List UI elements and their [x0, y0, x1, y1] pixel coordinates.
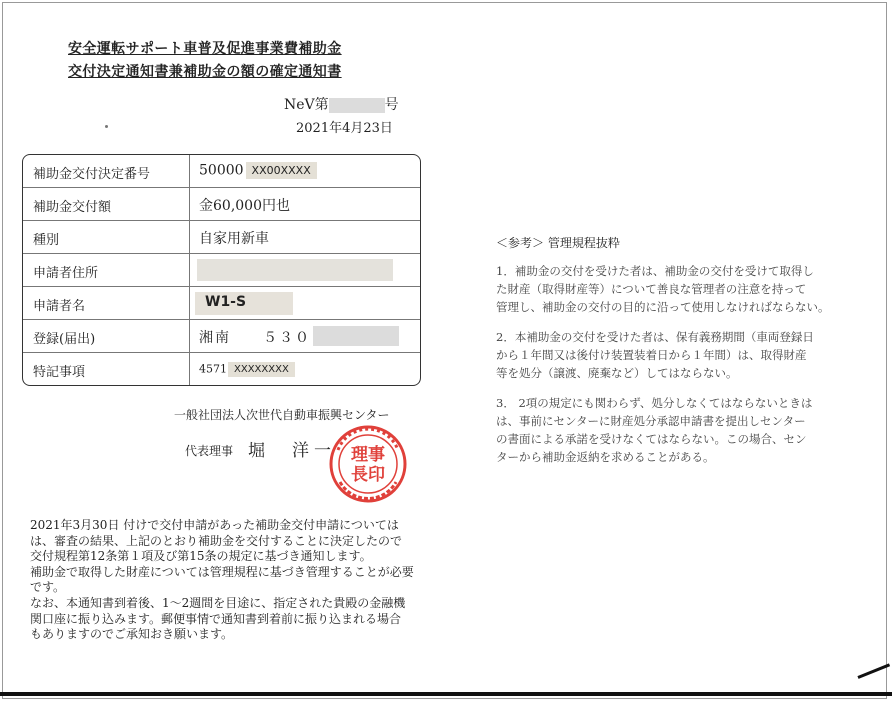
column-divider: [189, 287, 190, 319]
column-divider: [189, 155, 190, 187]
table-label: 補助金交付決定番号: [33, 167, 151, 182]
representative-title: 代表理事: [185, 444, 234, 458]
notice-body: [30, 518, 430, 643]
table-label: 登録(届出): [33, 332, 96, 347]
reference-line: 3． 2項の規定にも関わらず、処分しなくてはならないときは: [496, 396, 813, 410]
reference-line: 1．補助金の交付を受けた者は、補助金の交付を受けて取得し: [496, 264, 814, 278]
representative-name: 堀 洋一: [248, 441, 336, 461]
reference-item: [496, 262, 850, 316]
reference-item: [496, 328, 850, 382]
table-row: [23, 254, 420, 287]
masked-chip: XX00XXXX: [246, 162, 317, 179]
page-bottom-edge: [0, 692, 892, 696]
seal-text-bottom: 長印: [351, 465, 385, 485]
table-row: [23, 221, 420, 254]
column-divider: [189, 353, 190, 386]
reference-line: ターから補助金返納を求めることがある。: [496, 450, 715, 464]
table-row: [23, 188, 420, 221]
table-label: 申請者名: [33, 299, 86, 314]
document-number-prefix: NeV第: [284, 97, 329, 113]
table-label: 特記事項: [33, 365, 86, 380]
table-row: [23, 353, 420, 386]
table-row: [23, 320, 420, 353]
seal-text-top: 理事: [351, 445, 385, 465]
official-seal-icon: [328, 424, 408, 504]
scan-speck: [105, 125, 108, 128]
redacted-registration: [313, 326, 399, 346]
redacted-address: [197, 259, 393, 281]
special-notes-value: 4571: [199, 362, 227, 376]
table-label: 申請者住所: [33, 266, 99, 281]
reference-line: た財産（取得財産等）について善良な管理者の注意を持って: [496, 282, 807, 296]
column-divider: [189, 188, 190, 220]
table-row: [23, 155, 420, 188]
reference-line: は、事前にセンターに財産処分承認申請書を提出しセンター: [496, 414, 806, 428]
info-table: [22, 154, 421, 386]
table-value: 自家用新車: [199, 231, 269, 247]
reference-line: 管理し、補助金の交付の目的に沿って使用しなければならない。: [496, 300, 830, 314]
column-divider: [189, 221, 190, 253]
reference-line: から１年間又は後付け装置装着日から１年間）は、取得財産: [496, 348, 807, 362]
issuer-organization: 一般社団法人次世代自動車振興センター: [174, 408, 390, 422]
table-value: [199, 362, 295, 377]
table-value: [199, 162, 317, 179]
masked-chip: XXXXXXXX: [228, 362, 295, 377]
body-line: は、審査の結果、上記のとおり補助金を交付することに決定したので: [30, 533, 403, 548]
body-line: です。: [30, 580, 66, 595]
title-line-2: 交付決定通知書兼補助金の額の確定通知書: [68, 64, 342, 80]
table-row: [23, 287, 420, 320]
reference-line: 2．本補助金の交付を受けた者は、保有義務期間（車両登録日: [496, 330, 814, 344]
redacted-number: [329, 98, 385, 113]
reference-item: [496, 394, 850, 466]
column-divider: [189, 320, 190, 352]
decision-number-value: 50000: [199, 162, 244, 179]
body-line: 補助金で取得した財産については管理規程に基づき管理することが必要: [30, 564, 414, 579]
body-line: 2021年3月30日 付けで交付申請があった補助金交付申請については: [30, 518, 399, 532]
title-line-1: 安全運転サポート車普及促進事業費補助金: [68, 41, 342, 57]
registration-value: 湘南 ５３０: [199, 330, 311, 346]
table-value: 金60,000円也: [199, 198, 290, 214]
issue-date: 2021年4月23日: [296, 121, 393, 136]
reference-line: の書面による承諾を受けなくてはならない。この場合、セン: [496, 432, 807, 446]
body-line: 関口座に振り込みます。郵便事情で通知書到着前に振り込まれる場合: [30, 611, 402, 626]
document-number-suffix: 号: [384, 97, 399, 113]
body-line: なお、本通知書到着後、1～2週間を目途に、指定された貴殿の金融機: [30, 595, 406, 610]
document-number: [284, 94, 399, 114]
reference-line: 等を処分（譲渡、廃棄など）してはならない。: [496, 366, 738, 380]
applicant-name: W1-S: [205, 294, 247, 310]
reference-heading: ＜参考＞ 管理規程抜粋: [496, 236, 620, 250]
column-divider: [189, 254, 190, 286]
body-line: もありますのでご承知おき願います。: [30, 627, 234, 642]
table-label: 補助金交付額: [33, 200, 112, 215]
table-label: 種別: [33, 233, 60, 248]
body-line: 交付規程第12条第１項及び第15条の規定に基づき通知します。: [30, 549, 372, 564]
